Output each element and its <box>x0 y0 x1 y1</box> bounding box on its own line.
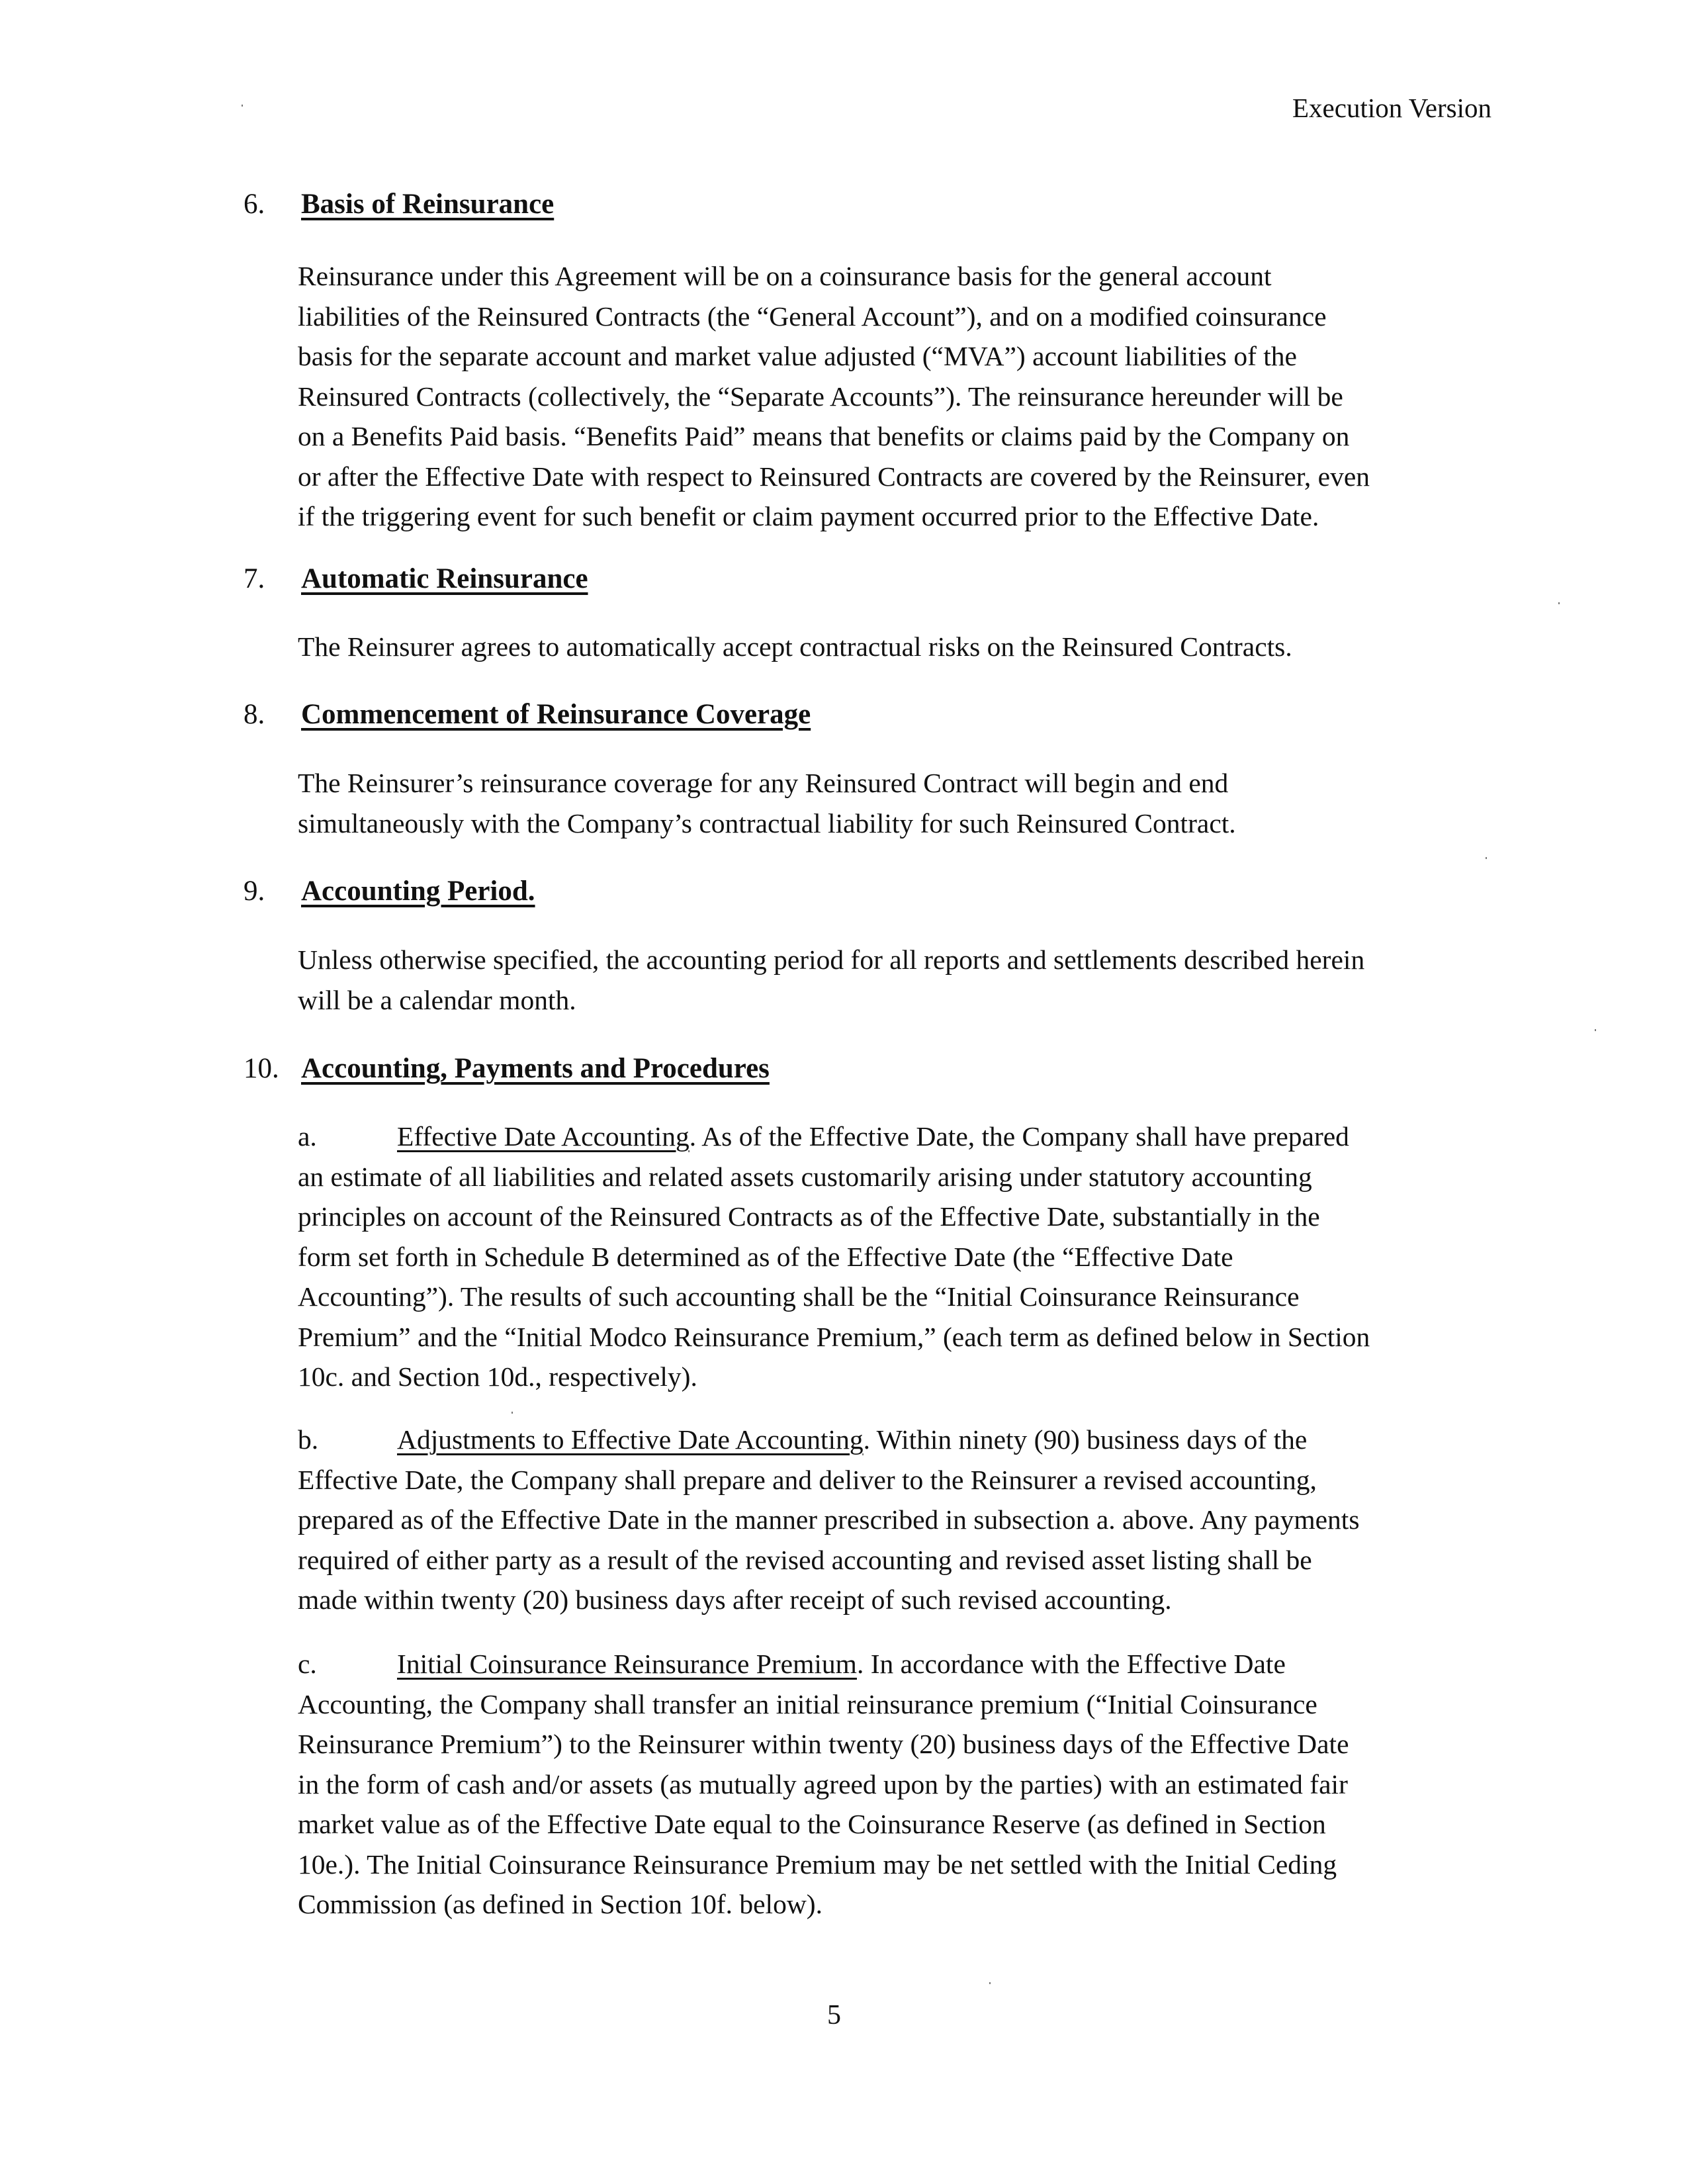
scan-speck <box>1595 1029 1596 1031</box>
subsection-first-line-text: . In accordance with the Effective Date <box>856 1649 1286 1679</box>
subsection-first-line-text: . Within ninety (90) business days of the <box>863 1424 1308 1455</box>
text-line: or after the Effective Date with respect to Reinsured Contracts are covered by the Reinsurer, even <box>298 461 1370 492</box>
subsection-first-line <box>298 1420 1482 1460</box>
subsection-label: c. <box>298 1649 317 1679</box>
text-line: 10c. and Section 10d., respectively). <box>298 1361 697 1392</box>
text-line: The Reinsurer agrees to automatically accept contractual risks on the Reinsured Contracts. <box>298 631 1292 662</box>
section-7-body <box>298 627 1482 667</box>
section-6-body <box>298 256 1482 537</box>
text-line: simultaneously with the Company’s contractual liability for such Reinsured Contract. <box>298 807 1236 839</box>
section-number: 9. <box>244 876 265 907</box>
text-line: will be a calendar month. <box>298 984 576 1015</box>
section-7-heading <box>244 559 588 599</box>
section-number: 6. <box>244 189 265 220</box>
section-8-body <box>298 763 1482 843</box>
subsection-label: b. <box>298 1424 319 1455</box>
subsection-title: Effective Date Accounting <box>397 1121 689 1152</box>
text-line: Effective Date, the Company shall prepare and deliver to the Reinsurer a revised accounting, <box>298 1464 1317 1495</box>
section-9-body <box>298 940 1482 1020</box>
subsection-first-line <box>298 1644 1482 1684</box>
scan-speck <box>511 1412 513 1414</box>
text-line: Accounting”). The results of such accounting shall be the “Initial Coinsurance Reinsurance <box>298 1281 1300 1312</box>
section-title: Accounting, Payments and Procedures <box>301 1053 770 1084</box>
text-line: required of either party as a result of the revised accounting and revised asset listing shall be <box>298 1544 1312 1575</box>
section-title: Automatic Reinsurance <box>301 563 588 594</box>
scan-speck <box>989 1982 991 1984</box>
text-line: Reinsurance under this Agreement will be on a coinsurance basis for the general account <box>298 261 1272 291</box>
text-line: liabilities of the Reinsured Contracts (the “General Account”), and on a modified coinsurance <box>298 300 1327 332</box>
subsection-label: a. <box>298 1121 317 1152</box>
text-line: made within twenty (20) business days after receipt of such revised accounting. <box>298 1584 1172 1615</box>
section-6-heading <box>244 185 554 224</box>
subsection-10a <box>298 1116 1482 1397</box>
text-line: an estimate of all liabilities and related assets customarily arising under statutory accounting <box>298 1161 1312 1192</box>
section-title: Commencement of Reinsurance Coverage <box>301 699 811 730</box>
scan-speck <box>1558 602 1560 604</box>
subsection-10c <box>298 1644 1482 1925</box>
section-title: Basis of Reinsurance <box>301 189 555 220</box>
text-line: in the form of cash and/or assets (as mutually agreed upon by the parties) with an estimated fair <box>298 1768 1348 1799</box>
text-line: Premium” and the “Initial Modco Reinsurance Premium,” (each term as defined below in Section <box>298 1321 1370 1352</box>
text-line: prepared as of the Effective Date in the manner prescribed in subsection a. above. Any payments <box>298 1504 1360 1535</box>
subsection-title: Initial Coinsurance Reinsurance Premium <box>397 1649 857 1679</box>
text-line: if the triggering event for such benefit or claim payment occurred prior to the Effective Date. <box>298 501 1319 531</box>
section-title: Accounting Period. <box>301 876 535 907</box>
execution-version-label: Execution Version <box>1292 93 1491 123</box>
text-line: Reinsurance Premium”) to the Reinsurer within twenty (20) business days of the Effective Date <box>298 1729 1349 1759</box>
text-line: 10e.). The Initial Coinsurance Reinsurance Premium may be net settled with the Initial Ceding <box>298 1848 1337 1880</box>
section-number: 7. <box>244 563 265 594</box>
text-line: market value as of the Effective Date equal to the Coinsurance Reserve (as defined in Section <box>298 1809 1326 1839</box>
text-line: Reinsured Contracts (collectively, the “Separate Accounts”). The reinsurance hereunder will be <box>298 381 1343 412</box>
subsection-title: Adjustments to Effective Date Accounting <box>397 1424 864 1455</box>
page-number: 5 <box>827 2000 841 2030</box>
text-line: Accounting, the Company shall transfer an initial reinsurance premium (“Initial Coinsurance <box>298 1688 1317 1719</box>
text-line: basis for the separate account and market value adjusted (“MVA”) account liabilities of the <box>298 341 1297 371</box>
section-9-heading <box>244 872 535 911</box>
section-number: 10. <box>244 1053 279 1084</box>
text-line: principles on account of the Reinsured Contracts as of the Effective Date, substantially in the <box>298 1201 1320 1232</box>
text-line: The Reinsurer’s reinsurance coverage for any Reinsured Contract will begin and end <box>298 768 1229 798</box>
section-8-heading <box>244 695 811 735</box>
text-line: Unless otherwise specified, the accounting period for all reports and settlements described herein <box>298 944 1365 975</box>
text-line: form set forth in Schedule B determined as of the Effective Date (the “Effective Date <box>298 1241 1233 1272</box>
section-number: 8. <box>244 699 265 730</box>
subsection-first-line <box>298 1116 1482 1157</box>
subsection-10b <box>298 1420 1482 1620</box>
scan-speck <box>1486 857 1487 859</box>
scan-speck <box>242 105 243 107</box>
section-10-heading <box>244 1049 770 1089</box>
subsection-first-line-text: . As of the Effective Date, the Company shall have prepared <box>689 1121 1349 1152</box>
text-line: Commission (as defined in Section 10f. below). <box>298 1889 823 1919</box>
text-line: on a Benefits Paid basis. “Benefits Paid” means that benefits or claims paid by the Company on <box>298 421 1350 451</box>
